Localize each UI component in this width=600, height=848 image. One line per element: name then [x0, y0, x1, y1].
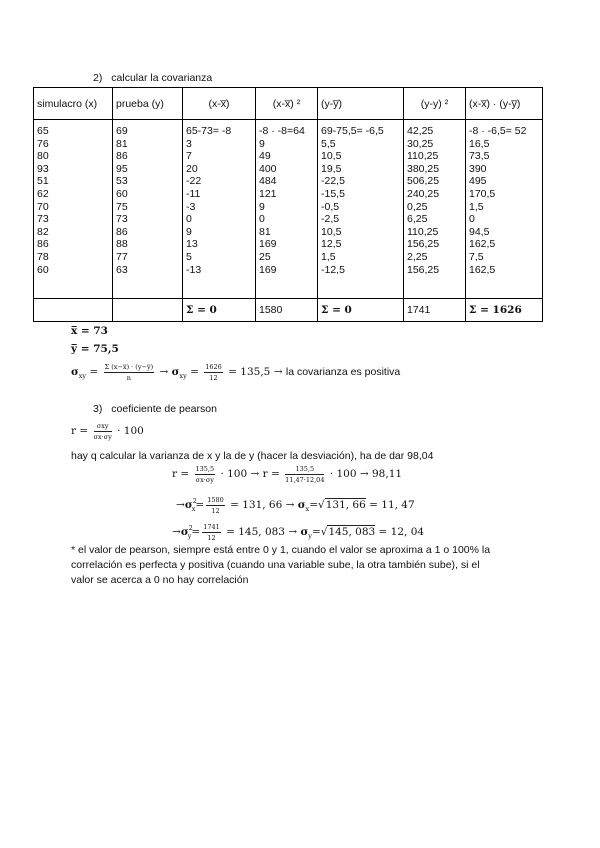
arrow-icon: → [159, 366, 169, 378]
note-line: correlación es perfecta y positiva (cuando una variable sube, la otra también sube), si el [71, 559, 480, 571]
col-y-dev [318, 120, 404, 299]
instruction-text: hay q calcular la varianza de x y la de y (hacer la desviación), ha de dar 98,04 [71, 450, 434, 462]
cell: 9 [186, 225, 192, 238]
cell: 390 [469, 162, 487, 175]
cell: 9 [259, 200, 265, 213]
variance-x-sqrt: 131, 66 [325, 499, 366, 511]
sum-cell: Σ = 1626 [466, 299, 543, 322]
cell: 19,5 [321, 162, 342, 175]
cell: 51 [37, 175, 49, 188]
cell: 13 [186, 238, 198, 251]
cell: 93 [37, 162, 49, 175]
cell: 42,25 [407, 125, 434, 137]
section-2-heading [93, 72, 212, 84]
fraction-denominator: σx·σy [93, 432, 112, 441]
pearson-tail: · 100 [117, 425, 144, 437]
cell: 86 [37, 238, 49, 251]
cell: 162,5 [469, 263, 496, 276]
arrow-icon: → [273, 366, 283, 378]
cell: 0 [469, 213, 475, 226]
cell: -8 · -8=64 [259, 125, 305, 137]
header-x-dev-sq: (x-x̅) ² [256, 88, 318, 120]
fraction-denominator: 12 [209, 373, 218, 382]
cell: 86 [116, 225, 128, 238]
cell: 10,5 [321, 225, 342, 238]
cell: 49 [259, 150, 271, 163]
cell: -3 [186, 200, 196, 213]
covariance-fraction [104, 363, 155, 382]
cell: -22 [186, 175, 202, 188]
cell: 1,5 [469, 200, 484, 213]
pearson-lhs: r = [71, 425, 89, 437]
cell: 60 [37, 263, 49, 276]
variance-x-fraction [206, 496, 225, 515]
equals-sign: = [190, 366, 199, 378]
cell: 65-73= -8 [186, 125, 232, 137]
header-y-dev-sq: (y-y) ² [404, 88, 466, 120]
covariance-result: = 135,5 [228, 366, 271, 378]
cell: 484 [259, 175, 277, 188]
variance-x-line: $\to\sigma^2_x=$ $\frac{1580}{12}$ = 131, $66 \to \sigma_x=√131$, 66 = 11, 47 [176, 495, 415, 515]
cell: 69 [116, 125, 128, 137]
section-3-number: 3) [93, 403, 103, 415]
covariance-formula [71, 362, 400, 386]
note-line: * el valor de pearson, siempre está entre 0 y 1, cuando el valor se aproxima a 1 o 100% la [71, 544, 491, 556]
equals-sign: = [89, 366, 99, 378]
covariance-conclusion: la covarianza es positiva [285, 366, 401, 378]
r-lhs: r = [172, 468, 190, 480]
cell: 495 [469, 175, 487, 188]
cell: 81 [259, 225, 271, 238]
section-3-heading [93, 403, 217, 415]
fraction-numerator: 1741 [203, 522, 220, 531]
mean-y: y̅ = 75,5 [71, 343, 119, 355]
section-2-title: calcular la covarianza [111, 72, 213, 84]
variance-x-result: = 131, 66 [230, 499, 283, 511]
sigma-symbol: σ [71, 366, 79, 378]
cell: 240,25 [407, 187, 440, 200]
cell: 1,5 [321, 250, 336, 263]
cell: 6,25 [407, 213, 428, 226]
sum-cell: 1580 [256, 299, 318, 322]
cell: 62 [37, 187, 49, 200]
col-prueba [113, 120, 183, 299]
cell: -11 [186, 187, 201, 200]
cell: 156,25 [407, 238, 440, 251]
arrow-icon: → [285, 499, 295, 511]
sigma-sub: xy [78, 372, 87, 380]
cell: 110,25 [407, 225, 439, 238]
cell: 25 [259, 250, 271, 263]
fraction-numerator: 1580 [207, 495, 224, 504]
std-x-result: = 11, 47 [369, 499, 415, 511]
cell: 20 [186, 162, 198, 175]
cell: 94,5 [469, 225, 490, 238]
table-header-row [34, 88, 543, 120]
col-product [466, 120, 543, 299]
cell: 121 [259, 187, 277, 200]
cell: 506,25 [407, 175, 440, 188]
header-simulacro: simulacro (x) [34, 88, 113, 120]
cell: -12,5 [321, 263, 345, 276]
fraction-numerator: Σ (x−x̅) · (y−y̅) [104, 362, 154, 371]
cell: 10,5 [321, 150, 342, 163]
cell: 80 [37, 150, 49, 163]
r-calculation [172, 463, 402, 485]
cell: 69-75,5= -6,5 [321, 125, 384, 137]
r-lhs-2: r = [262, 468, 280, 480]
cell: 86 [116, 150, 128, 163]
arrow-icon: → [172, 526, 181, 538]
r-fraction [195, 465, 216, 484]
fraction-denominator: σx·σy [195, 475, 214, 484]
cell: 70 [37, 200, 49, 213]
std-y-result: = 12, 04 [378, 526, 425, 538]
arrow-icon: → [250, 468, 260, 480]
pearson-note [71, 543, 490, 588]
sigma-symbol: σ [171, 366, 180, 378]
cell: 156,25 [407, 263, 440, 276]
col-y-dev-sq [404, 120, 466, 299]
variance-y-result: = 145, 083 [226, 526, 285, 538]
sum-cell: 1741 [404, 299, 466, 322]
cell: 9 [259, 137, 265, 150]
cell: 76 [37, 137, 49, 150]
header-product: (x-x̅) · (y-y̅) [466, 88, 543, 120]
r-result: · 100 → 98,11 [329, 468, 403, 480]
cell: 5 [186, 250, 192, 263]
fraction-numerator: 135,5 [285, 465, 324, 475]
r-mid: · 100 [220, 468, 248, 480]
col-simulacro [34, 120, 113, 299]
cell: 0 [259, 213, 265, 226]
covariance-table [33, 87, 543, 322]
sum-cell [113, 299, 183, 322]
cell: 169 [259, 263, 277, 276]
header-prueba: prueba (y) [113, 88, 183, 120]
variance-y-sqrt: 145, 083 [328, 526, 376, 538]
cell: 73 [37, 213, 49, 226]
cell: 88 [116, 238, 128, 251]
sum-cell [34, 299, 113, 322]
table-sum-row [34, 299, 543, 322]
fraction-numerator: σxy [94, 422, 112, 432]
cell: 162,5 [469, 238, 496, 251]
covariance-value-fraction [204, 363, 223, 382]
cell: 60 [116, 187, 128, 200]
sum-cell: Σ = 0 [183, 299, 256, 322]
col-x-dev [183, 120, 256, 299]
variance-y-fraction [202, 523, 221, 542]
section-3-title: coeficiente de pearson [111, 403, 217, 415]
cell: 3 [186, 137, 192, 150]
cell: 78 [37, 250, 49, 263]
fraction-denominator: 12 [207, 533, 216, 542]
cell: 170,5 [469, 187, 496, 200]
fraction-denominator: n [126, 373, 131, 382]
cell: 7 [186, 150, 192, 163]
cell: 110,25 [407, 150, 439, 163]
cell: 53 [116, 175, 128, 188]
cell: 75 [116, 200, 128, 213]
cell: 16,5 [469, 137, 490, 150]
cell: 5,5 [321, 137, 336, 150]
cell: 77 [116, 250, 128, 263]
cell: 0,25 [407, 200, 428, 213]
cell: 65 [37, 125, 49, 137]
fraction-numerator: 1626 [205, 362, 222, 371]
cell: -0,5 [321, 200, 340, 213]
cell: 169 [259, 238, 277, 251]
cell: 7,5 [469, 250, 484, 263]
arrow-icon: → [288, 526, 298, 538]
section-2-number: 2) [93, 72, 103, 84]
arrow-icon: → [176, 499, 185, 511]
fraction-numerator: 135,5 [195, 464, 215, 473]
sigma-sub: xy [179, 372, 187, 380]
fraction-denominator: 12 [211, 506, 220, 515]
pearson-formula [71, 421, 144, 441]
cell: 63 [116, 263, 128, 276]
pearson-fraction [94, 422, 112, 441]
mean-x: x̅ = 73 [71, 325, 108, 337]
cell: 30,25 [407, 137, 434, 150]
cell: 73,5 [469, 150, 490, 163]
cell: -22,5 [321, 175, 345, 188]
cell: -15,5 [321, 187, 345, 200]
note-line: valor se acerca a 0 no hay correlación [71, 574, 249, 586]
cell: -13 [186, 263, 202, 276]
cell: 82 [37, 225, 49, 238]
cell: 81 [116, 137, 128, 150]
variance-y-line: $\to\sigma^2_y=$ $\frac{1741}{12}$ = 145, $083 \to \sigma_y=√145$, 083 = 12, 04 [172, 522, 425, 542]
header-y-dev: (y-y̅) [318, 88, 404, 120]
cell: 12,5 [321, 238, 342, 251]
table-data-row [34, 120, 543, 299]
cell: 380,25 [407, 162, 440, 175]
cell: 400 [259, 162, 277, 175]
cell: -2,5 [321, 213, 340, 226]
r-fraction-2 [285, 465, 324, 484]
col-x-dev-sq [256, 120, 318, 299]
fraction-denominator: 11,47·12,04 [285, 475, 325, 484]
sum-cell: Σ = 0 [318, 299, 404, 322]
cell: 2,25 [407, 250, 428, 263]
cell: 0 [186, 213, 192, 226]
cell: -8 · -6,5= 52 [469, 125, 527, 137]
cell: 73 [116, 213, 128, 226]
header-x-dev: (x-x̅) [183, 88, 256, 120]
cell: 95 [116, 162, 128, 175]
